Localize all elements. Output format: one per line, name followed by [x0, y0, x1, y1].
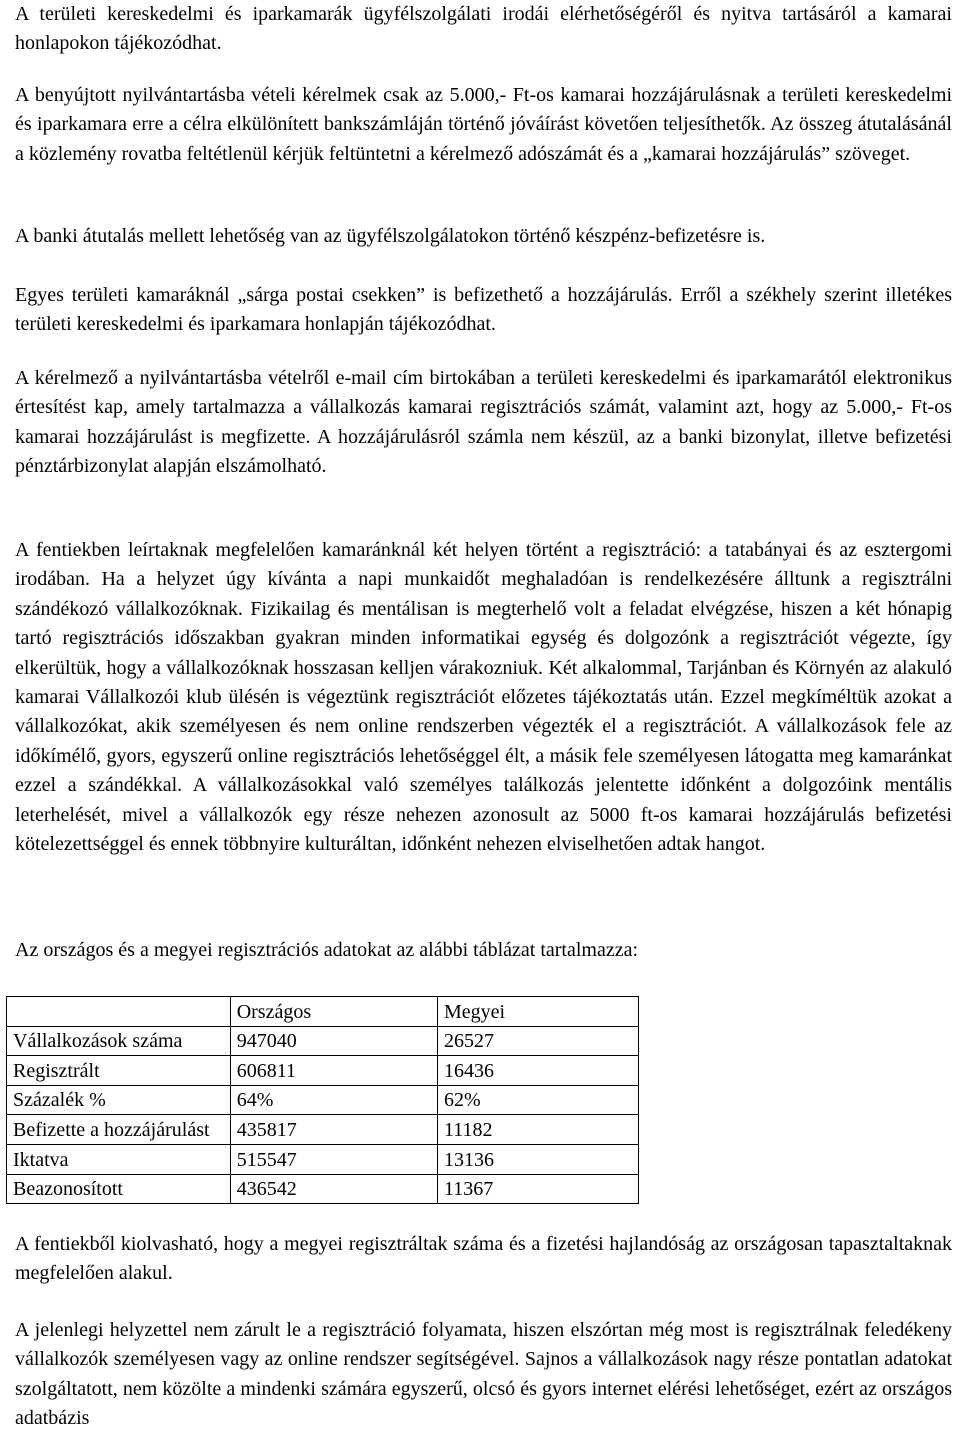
- registration-stats-table: [6, 996, 639, 1204]
- table-cell: 947040: [230, 1026, 437, 1056]
- table-cell: 11367: [438, 1174, 639, 1204]
- paragraph-cash-payment: A banki átutalás mellett lehetőség van az ügyfélszolgálatokon történő készpénz-befizetésre is.: [15, 225, 766, 247]
- paragraph-office-info: A területi kereskedelmi és iparkamarák ügyfélszolgálati irodái elérhetőségéről és nyitva tartásáról a kamarai honlapokon tájékozódhat.: [15, 3, 952, 55]
- table-header-row: [7, 997, 639, 1027]
- table-cell: Beazonosított: [7, 1174, 231, 1204]
- paragraph-payment-requirement: A benyújtott nyilvántartásba vételi kérelmek csak az 5.000,- Ft-os kamarai hozzájárulásnak a területi kereskedelmi és iparkamara erre a célra elkülönített bankszámláján történő jóváírást követően teljesíthetők. Az összeg átutalásánál a közlemény rovatba feltétlenül kérjük feltüntetni a kérelmező adószámát és a „kamarai hozzájárulás” szöveget.: [15, 84, 952, 165]
- table-cell: Vállalkozások száma: [7, 1026, 231, 1056]
- paragraph-notification: A kérelmező a nyilvántartásba vételről e-mail cím birtokában a területi kereskedelmi és iparkamarától elektronikus értesítést kap, amely tartalmazza a vállalkozás kamarai regisztrációs számát, valamint azt, hogy az 5.000,- Ft-os kamarai hozzájárulást is megfizette. A hozzájárulásról számla nem készül, az a banki bizonylat, illetve befizetési pénztárbizonylat alapján elszámolható.: [15, 367, 952, 478]
- table-cell: 435817: [230, 1115, 437, 1145]
- table-cell: Befizette a hozzájárulást: [7, 1115, 231, 1145]
- table-cell: Százalék %: [7, 1085, 231, 1115]
- table-cell: 26527: [438, 1026, 639, 1056]
- table-cell: 515547: [230, 1144, 437, 1174]
- table-row: [7, 1174, 639, 1204]
- table-cell: 11182: [438, 1115, 639, 1145]
- table-row: [7, 1144, 639, 1174]
- paragraph-table-intro: Az országos és a megyei regisztrációs adatokat az alábbi táblázat tartalmazza:: [15, 939, 639, 961]
- table-row: [7, 1056, 639, 1086]
- table-cell: Regisztrált: [7, 1056, 231, 1086]
- table-cell: 64%: [230, 1085, 437, 1115]
- table-row: [7, 1115, 639, 1145]
- table-cell: 606811: [230, 1056, 437, 1086]
- paragraph-registration-process: A fentiekben leírtaknak megfelelően kamaránknál két helyen történt a regisztráció: a tatabányai és az esztergomi irodában. Ha a helyzet úgy kívánta a napi munkaidőt meghaladóan is rendelkezésére álltunk a regisztrálni szándékozó vállalkozóknak. Fizikailag és mentálisan is megterhelő volt a feladat elvégzése, hiszen a két hónapig tartó regisztrációs időszakban gyakran minden informatikai egység és dolgozónk a regisztrációt végezte, így elkerültük, hogy a vállalkozóknak hosszasan kelljen várakozniuk. Két alkalommal, Tarjánban és Környén az alakuló kamarai Vállalkozói klub ülésén is végeztünk regisztrációt előzetes tájékoztatás után. Ezzel megkíméltük azokat a vállalkozókat, akik személyesen és nem online rendszerben végezték el a regisztrációt. A vállalkozások fele az időkímélő, gyors, egyszerű online regisztrációs lehetőséggel élt, a másik fele személyesen látogatta meg kamaránkat ezzel a szándékkal. A vállalkozásokkal való személyes találkozás jelentette időnként a dolgozóink mentális leterhelését, mivel a vállalkozók egy része nehezen azonosult az 5000 ft-os kamarai hozzájárulás befizetési kötelezettséggel és ennek többnyire kulturáltan, időnként nehezen elviselhetően adtak hangot.: [15, 539, 952, 856]
- table-row: [7, 1026, 639, 1056]
- table-header-cell: [7, 997, 231, 1027]
- table-row: [7, 1085, 639, 1115]
- table-cell: Iktatva: [7, 1144, 231, 1174]
- paragraph-postal-check: Egyes területi kamaráknál „sárga postai csekken” is befizethető a hozzájárulás. Erről a székhely szerint illetékes területi kereskedelmi és iparkamara honlapján tájékozódhat.: [15, 284, 952, 336]
- table-cell: 436542: [230, 1174, 437, 1204]
- paragraph-ongoing-registration: A jelenlegi helyzettel nem zárult le a regisztráció folyamata, hiszen elszórtan még most is regisztrálnak feledékeny vállalkozók személyesen vagy az online rendszer segítségével. Sajnos a vállalkozások nagy része pontatlan adatokat szolgáltatott, nem közölte a mindenki számára egyszerű, olcsó és gyors internet elérési lehetőséget, ezért az országos adatbázis: [15, 1319, 952, 1430]
- table-header-cell: Országos: [230, 997, 437, 1027]
- table-header-cell: Megyei: [438, 997, 639, 1027]
- table-cell: 62%: [438, 1085, 639, 1115]
- table-cell: 16436: [438, 1056, 639, 1086]
- table-cell: 13136: [438, 1144, 639, 1174]
- paragraph-conclusion: A fentiekből kiolvasható, hogy a megyei regisztráltak száma és a fizetési hajlandóság az országosan tapasztaltaknak megfelelően alakul.: [15, 1233, 952, 1285]
